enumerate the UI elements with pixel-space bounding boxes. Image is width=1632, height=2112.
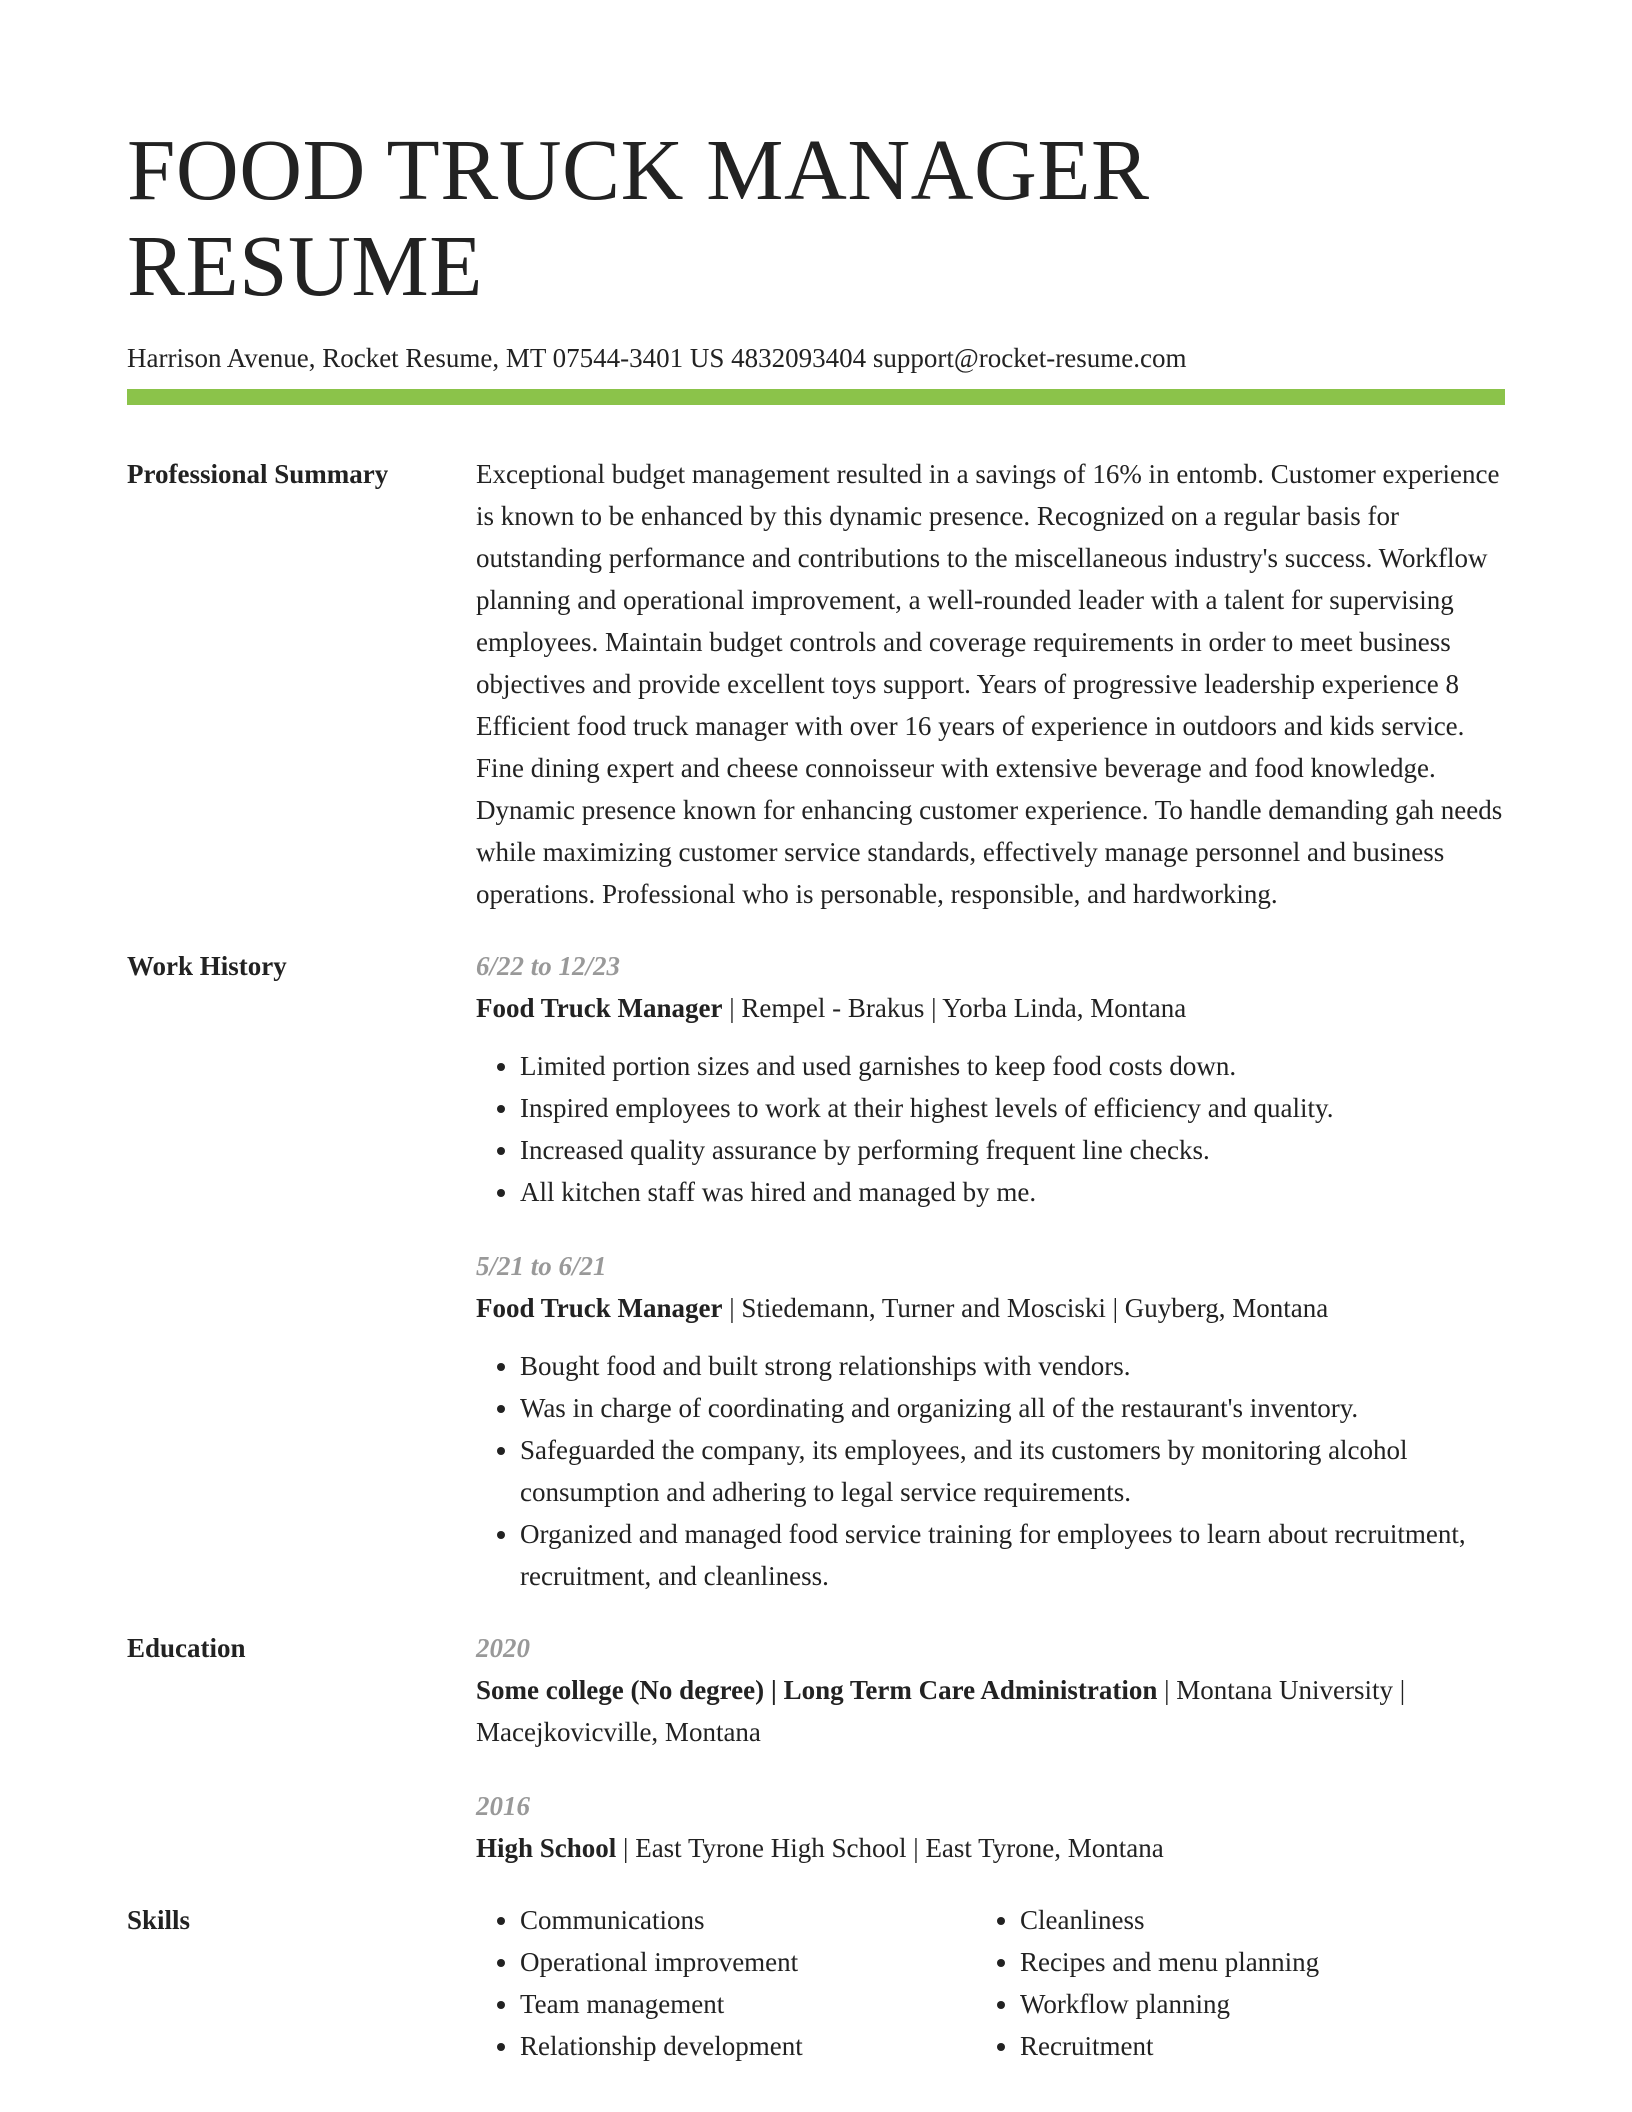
skill-item: • Operational improvement [520, 1941, 976, 1983]
section-label-education: Education [127, 1633, 246, 1663]
skill-item: • Communications [520, 1899, 976, 1941]
education-body [476, 1627, 1505, 1869]
job-bullet: • Safeguarded the company, its employees, and its customers by monitoring alcohol consumption and adhering to legal service requirements. [520, 1429, 1505, 1513]
job-bullet: • Limited portion sizes and used garnishes to keep food costs down. [520, 1045, 1505, 1087]
job-bullet: • Was in charge of coordinating and organizing all of the restaurant's inventory. [520, 1387, 1505, 1429]
job-details: | Rempel - Brakus | Yorba Linda, Montana [722, 993, 1187, 1023]
job-role-line [476, 987, 1505, 1029]
education-year: 2020 [476, 1633, 530, 1663]
job-dates: 6/22 to 12/23 [476, 951, 621, 981]
summary-section [127, 453, 1505, 915]
skills-column-2 [976, 1899, 1476, 2067]
job-bullet: • Bought food and built strong relationships with vendors. [520, 1345, 1505, 1387]
education-entry [476, 1627, 1505, 1753]
contact-line: Harrison Avenue, Rocket Resume, MT 07544-3401 US 4832093404 support@rocket-resume.com [127, 343, 1187, 373]
job-entry [476, 945, 1505, 1213]
skill-item: • Workflow planning [1020, 1983, 1476, 2025]
job-bullet: • All kitchen staff was hired and managed by me. [520, 1171, 1505, 1213]
job-role-line [476, 1287, 1505, 1329]
education-year: 2016 [476, 1791, 530, 1821]
skill-item: • Recipes and menu planning [1020, 1941, 1476, 1983]
section-label-skills: Skills [127, 1905, 191, 1935]
education-entry [476, 1785, 1505, 1869]
education-line [476, 1669, 1505, 1753]
header-divider [127, 389, 1505, 405]
job-bullets [476, 1045, 1505, 1213]
education-section [127, 1627, 1505, 1869]
education-details: | East Tyrone High School | East Tyrone, Montana [616, 1833, 1164, 1863]
skills-column-1 [476, 1899, 976, 2067]
job-details: | Stiedemann, Turner and Mosciski | Guyberg, Montana [722, 1293, 1329, 1323]
skills-body [476, 1899, 1505, 2067]
summary-text: Exceptional budget management resulted in a savings of 16% in entomb. Customer experience is known to be enhanced by this dynamic presence. Recognized on a regular basis for outstanding performance and contributions to the miscellaneous industry's success. Workflow planning and operational improvement, a well-rounded leader with a talent for supervising employees. Maintain budget controls and coverage requirements in order to meet business objectives and provide excellent toys support. Years of progressive leadership experience 8 Efficient food truck manager with over 16 years of experience in outdoors and kids service. Fine dining expert and cheese connoisseur with extensive beverage and food knowledge. Dynamic presence known for enhancing customer experience. To handle demanding gah needs while maximizing customer service standards, effectively manage personnel and business operations. Professional who is personable, responsible, and hardworking. [476, 459, 1503, 909]
section-label-summary: Professional Summary [127, 459, 389, 489]
section-label-work: Work History [127, 951, 287, 981]
resume-title: FOOD TRUCK MANAGER RESUME [127, 121, 1150, 314]
education-degree: High School [476, 1833, 617, 1863]
job-bullet: • Inspired employees to work at their highest levels of efficiency and quality. [520, 1087, 1505, 1129]
job-bullets [476, 1345, 1505, 1597]
work-history-body [476, 945, 1505, 1597]
skill-item: • Cleanliness [1020, 1899, 1476, 1941]
skills-section [127, 1899, 1505, 2067]
skill-item: • Team management [520, 1983, 976, 2025]
work-history-section [127, 945, 1505, 1597]
job-bullet: • Increased quality assurance by performing frequent line checks. [520, 1129, 1505, 1171]
job-entry [476, 1245, 1505, 1597]
job-bullet: • Organized and managed food service training for employees to learn about recruitment, recruitment, and cleanliness. [520, 1513, 1505, 1597]
skill-item: • Relationship development [520, 2025, 976, 2067]
education-degree: Some college (No degree) | Long Term Care Administration [476, 1675, 1158, 1705]
education-line [476, 1827, 1505, 1869]
job-title: Food Truck Manager [476, 1293, 723, 1323]
skill-item: • Recruitment [1020, 2025, 1476, 2067]
job-dates: 5/21 to 6/21 [476, 1251, 607, 1281]
job-title: Food Truck Manager [476, 993, 723, 1023]
education-details: | Montana University | Macejkovicville, Montana [476, 1675, 1406, 1747]
skills-grid [476, 1899, 1505, 2067]
